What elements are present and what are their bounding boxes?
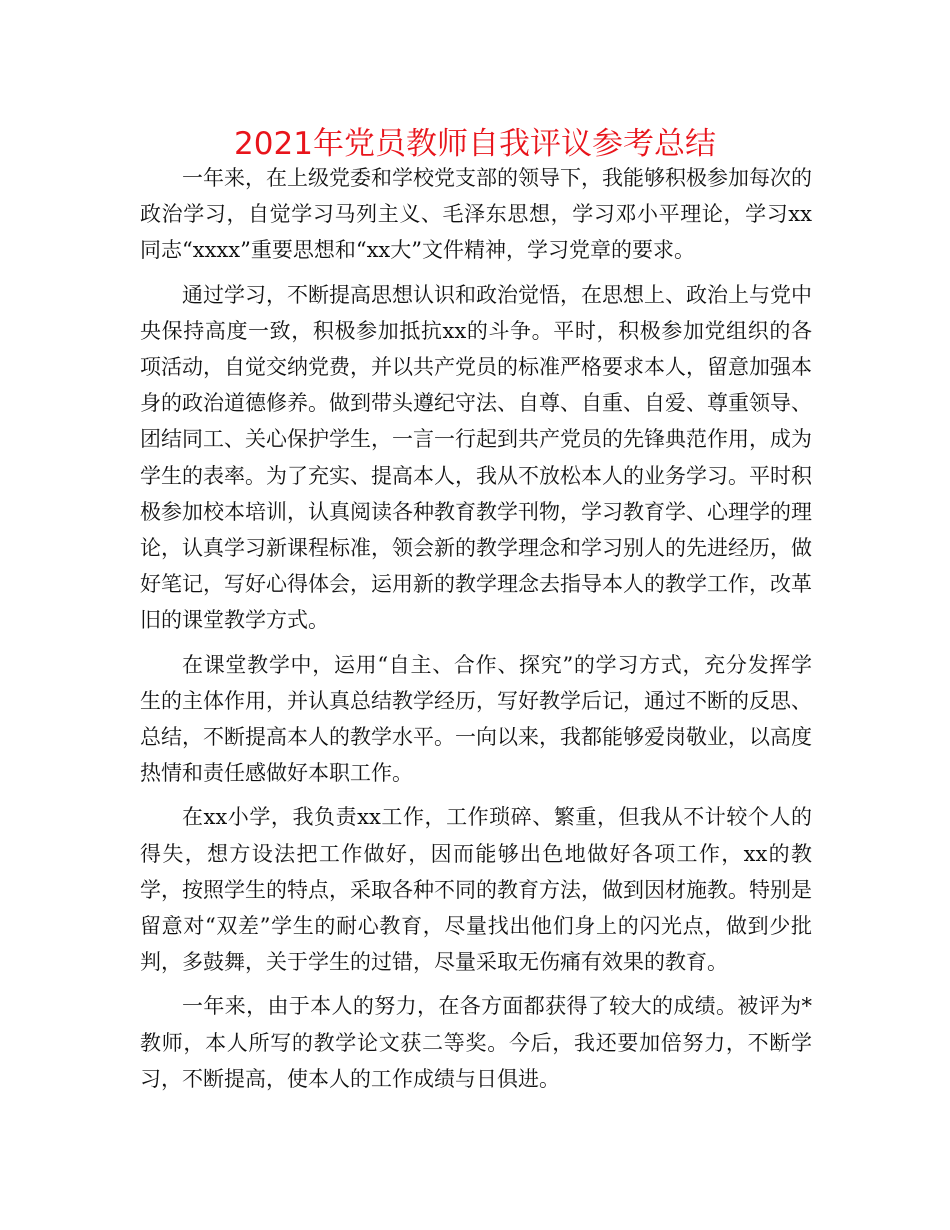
paragraph-4: 在xx小学，我负责xx工作，工作琐碎、繁重，但我从不计较个人的得失，想方设法把工作做好，因而能够出色地做好各项工作，xx的教学，按照学生的特点，采取各种不同的教育方法，做到因材施教。特别是留意对“双差”学生的耐心教育，尽量找出他们身上的闪光点，做到少批判，多鼓舞，关于学生的过错，尽量采取无伤痛有效果的教育。 [140, 805, 812, 975]
paragraph-1: 一年来，在上级党委和学校党支部的领导下，我能够积极参加每次的政治学习，自觉学习马列主义、毛泽东思想，学习邓小平理论，学习xx同志“xxxx”重要思想和“xx大”文件精神，学习党章的要求。 [140, 166, 812, 263]
paragraph-2: 通过学习，不断提高思想认识和政治觉悟，在思想上、政治上与党中央保持高度一致，积极参加抵抗xx的斗争。平时，积极参加党组织的各项活动，自觉交纳党费，并以共产党员的标准严格要求本人，留意加强本身的政治道德修养。做到带头遵纪守法、自尊、自重、自爱、尊重领导、团结同工、关心保护学生，一言一行起到共产党员的先锋典范作用，成为学生的表率。为了充实、提高本人，我从不放松本人的业务学习。平时积极参加校本培训，认真阅读各种教育教学刊物，学习教育学、心理学的理论，认真学习新课程标准，领会新的教学理念和学习别人的先进经历，做好笔记，写好心得体会，运用新的教学理念去指导本人的教学工作，改革旧的课堂教学方式。 [140, 282, 812, 633]
document-body [140, 160, 812, 1105]
paragraph-5: 一年来，由于本人的努力，在各方面都获得了较大的成绩。被评为*教师，本人所写的教学论文获二等奖。今后，我还要加倍努力，不断学习，不断提高，使本人的工作成绩与日俱进。 [140, 994, 812, 1091]
paragraph-3: 在课堂教学中，运用“自主、合作、探究”的学习方式，充分发挥学生的主体作用，并认真总结教学经历，写好教学后记，通过不断的反思、总结，不断提高本人的教学水平。一向以来，我都能够爱岗敬业，以高度热情和责任感做好本职工作。 [140, 652, 812, 786]
document-title: 2021年党员教师自我评议参考总结 [234, 126, 716, 162]
